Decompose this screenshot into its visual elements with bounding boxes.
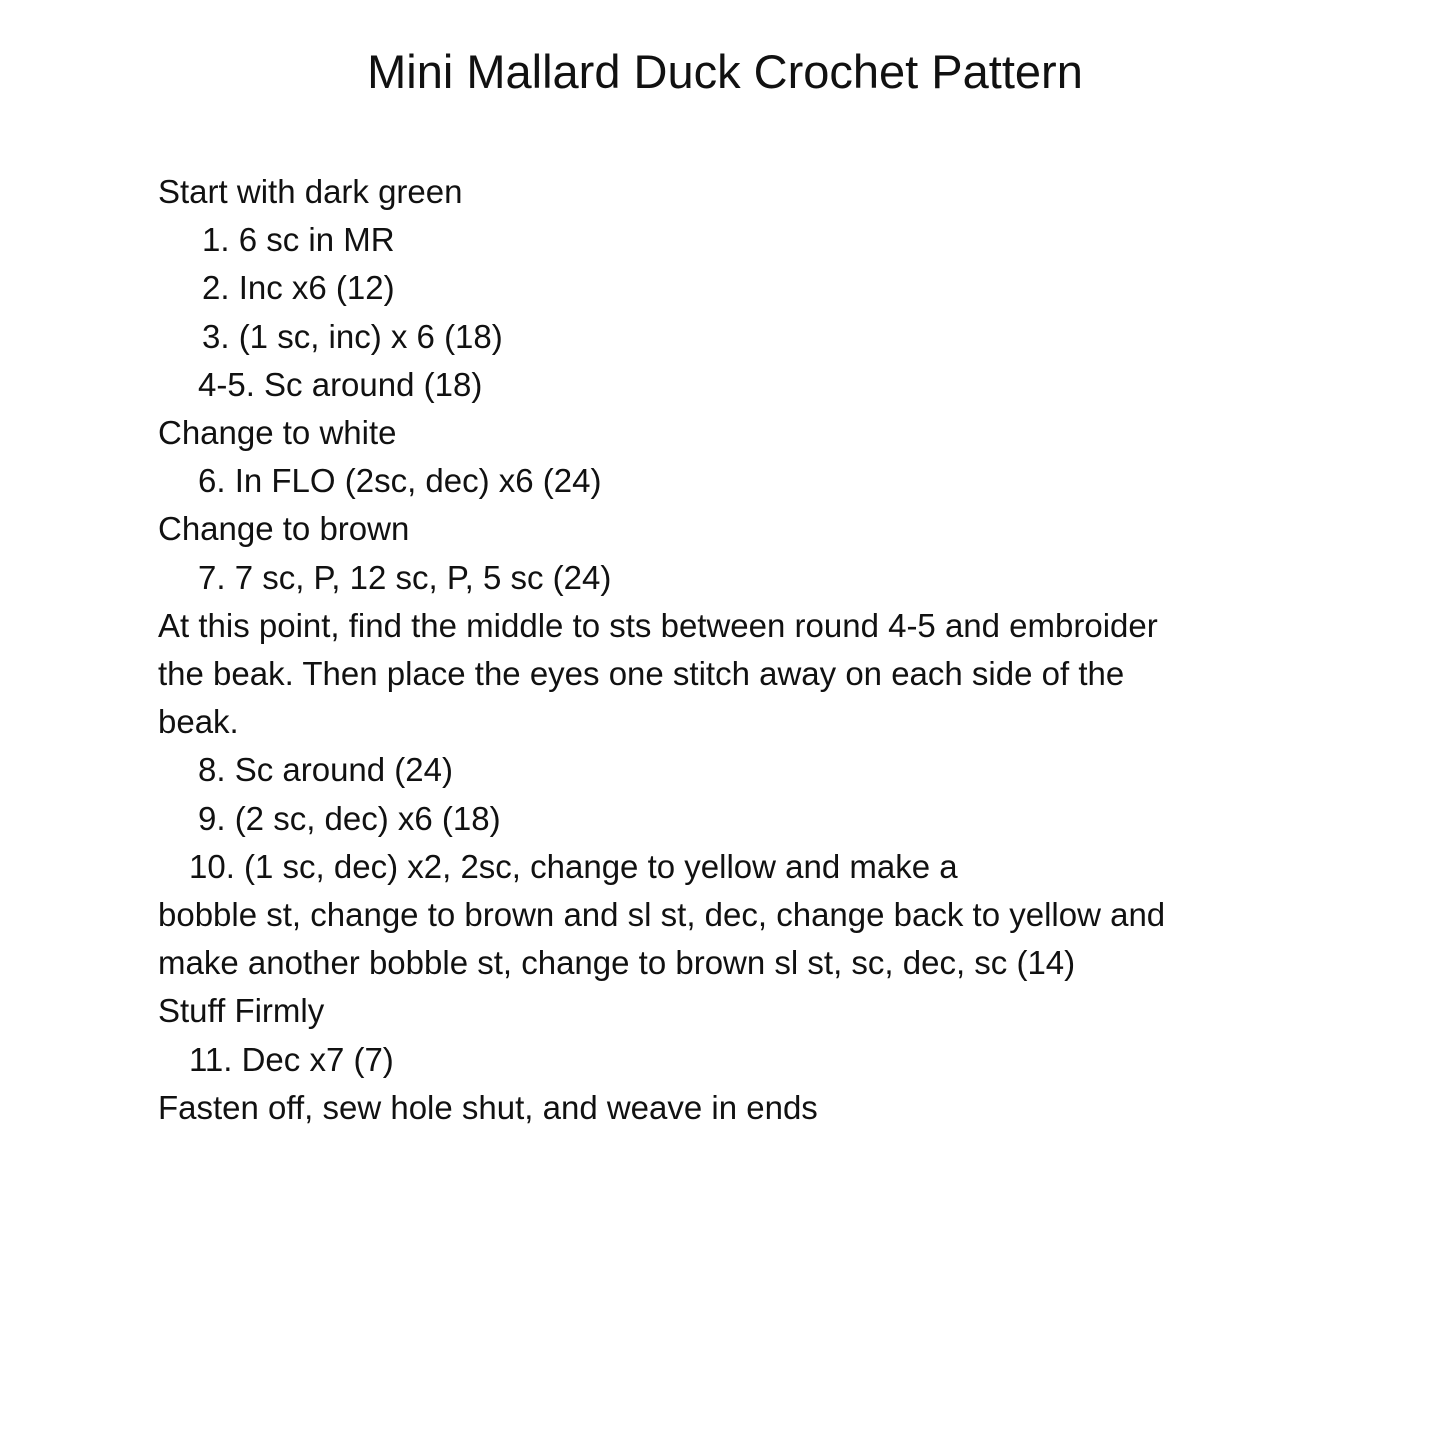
round-2: 2. Inc x6 (12) (202, 269, 395, 307)
pattern-body (158, 168, 1298, 1132)
instruction-change-white: Change to white (158, 414, 397, 452)
round-3: 3. (1 sc, inc) x 6 (18) (202, 317, 503, 355)
round-11: 11. Dec x7 (7) (189, 1040, 394, 1078)
embroidery-note-line-1: At this point, find the middle to sts between round 4-5 and embroider (158, 606, 1158, 644)
round-1: 1. 6 sc in MR (202, 221, 395, 259)
round-9: 9. (2 sc, dec) x6 (18) (198, 799, 501, 837)
instruction-finish: Fasten off, sew hole shut, and weave in ends (158, 1088, 818, 1126)
instruction-change-brown: Change to brown (158, 510, 410, 548)
round-10-continued-2: make another bobble st, change to brown sl st, sc, dec, sc (14) (158, 944, 1076, 982)
round-10: 10. (1 sc, dec) x2, 2sc, change to yellow and make a (189, 847, 958, 885)
instruction-stuff: Stuff Firmly (158, 992, 325, 1030)
round-10-continued-1: bobble st, change to brown and sl st, dec, change back to yellow and (158, 896, 1166, 934)
round-7: 7. 7 sc, P, 12 sc, P, 5 sc (24) (198, 558, 612, 596)
embroidery-note-line-2: the beak. Then place the eyes one stitch away on each side of the (158, 655, 1125, 693)
round-4-5: 4-5. Sc around (18) (198, 365, 483, 403)
round-6: 6. In FLO (2sc, dec) x6 (24) (198, 462, 602, 500)
embroidery-note-line-3: beak. (158, 703, 239, 741)
instruction-start-color: Start with dark green (158, 173, 463, 210)
page-title: Mini Mallard Duck Crochet Pattern (367, 45, 1083, 98)
round-8: 8. Sc around (24) (198, 751, 453, 789)
